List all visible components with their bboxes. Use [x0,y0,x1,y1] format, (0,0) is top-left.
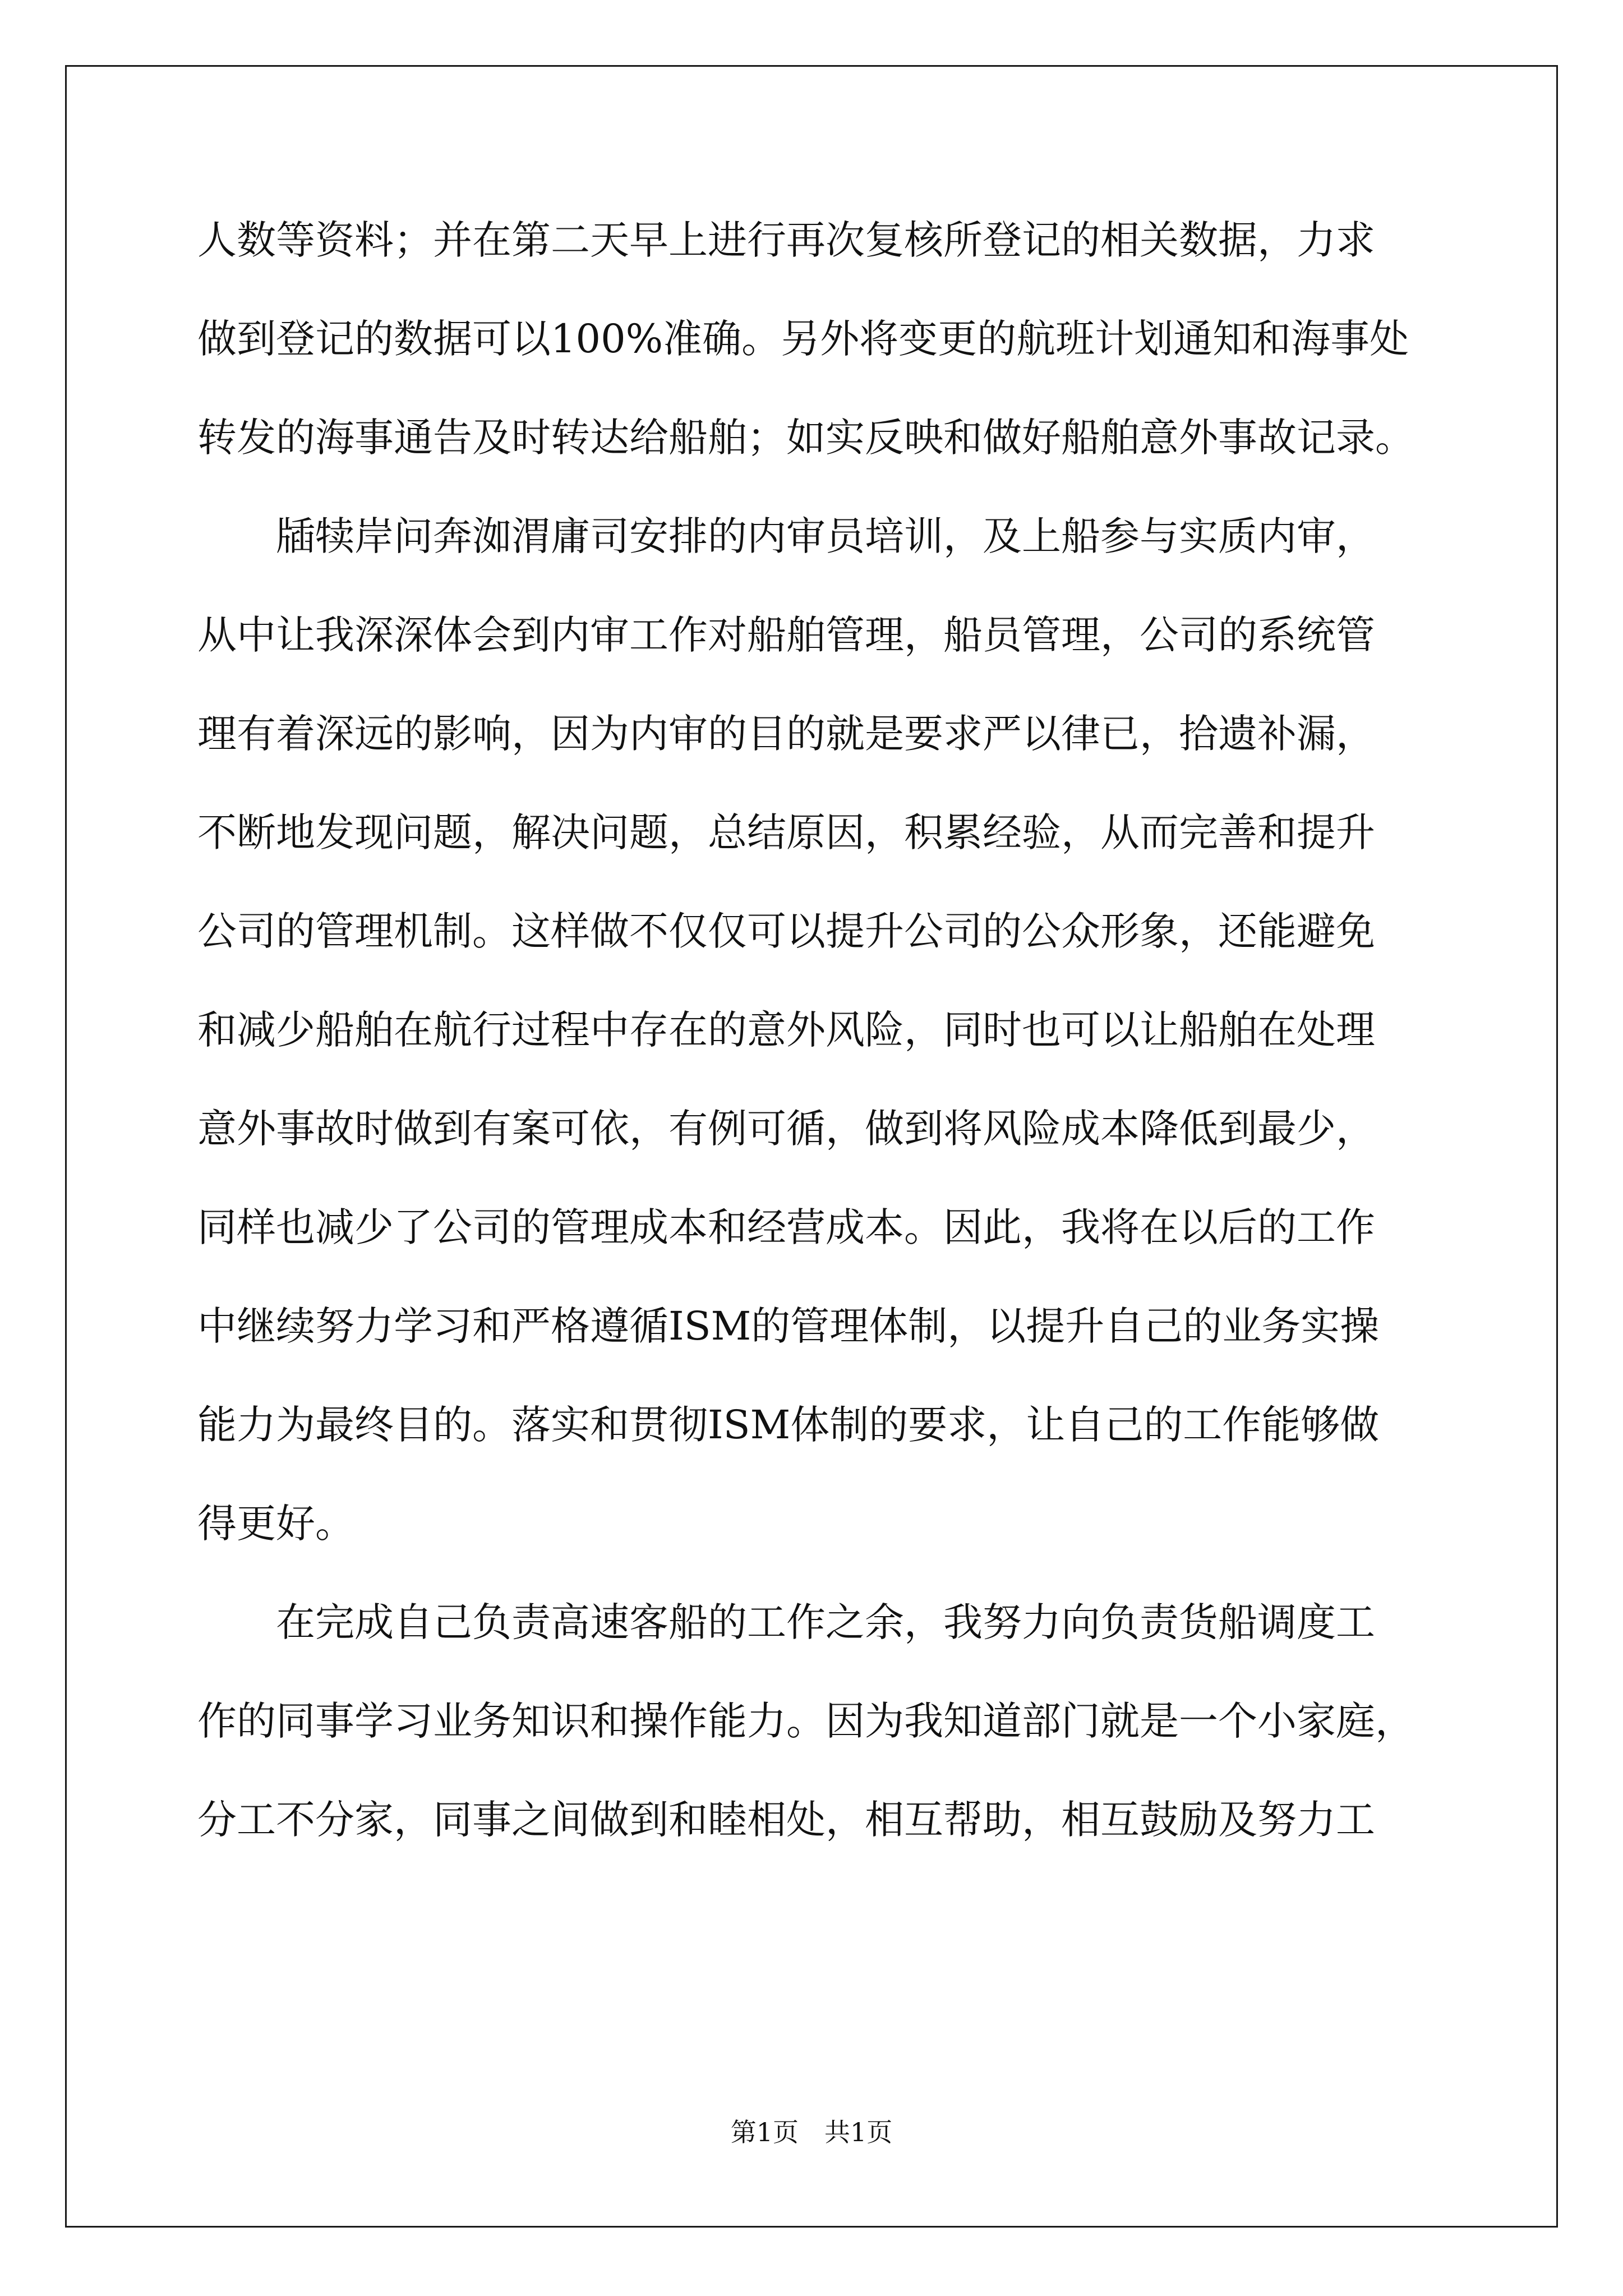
text-line: 分工不分家，同事之间做到和睦相处，相互帮助，相互鼓励及努力工 [197,1797,1375,1843]
text-line: 牐犊岸问奔洳渭庸司安排的内审员培训，及上船参与实质内审， [197,513,1375,559]
text-line: 得更好。 [197,1501,354,1547]
text-line: 意外事故时做到有案可依，有例可循，做到将风险成本降低到最少， [197,1106,1375,1152]
text-line: 在完成自己负责高速客船的工作之余，我努力向负责货船调度工 [197,1599,1375,1645]
text-line: 转发的海事通告及时转达给船舶；如实反映和做好船舶意外事故记录。 [197,415,1414,461]
text-line: 公司的管理机制。这样做不仅仅可以提升公司的公众形象，还能避免 [197,908,1375,954]
text-line: 从中让我深深体会到内审工作对船舶管理，船员管理，公司的系统管 [197,612,1375,658]
page-number-footer: 第1页 共1页 [730,2117,893,2147]
text-line: 同样也减少了公司的管理成本和经营成本。因此，我将在以后的工作 [197,1204,1375,1250]
text-line: 中继续努力学习和严格遵循ISM的管理体制，以提升自己的业务实操 [197,1303,1380,1349]
text-line: 不断地发现问题，解决问题，总结原因，积累经验，从而完善和提升 [197,809,1375,855]
text-line: 人数等资料；并在第二天早上进行再次复核所登记的相关数据，力求 [197,217,1375,263]
text-line: 和减少船舶在航行过程中存在的意外风险，同时也可以让船舶在处理 [197,1007,1375,1053]
document-body [197,213,1431,1892]
text-line: 做到登记的数据可以100%准确。另外将变更的航班计划通知和海事处 [197,316,1409,362]
text-line: 理有着深远的影响，因为内审的目的就是要求严以律已，拾遗补漏， [197,711,1375,757]
text-line: 能力为最终目的。落实和贯彻ISM体制的要求，让自己的工作能够做 [197,1402,1380,1448]
text-line: 作的同事学习业务知识和操作能力。因为我知道部门就是一个小家庭， [197,1698,1414,1744]
